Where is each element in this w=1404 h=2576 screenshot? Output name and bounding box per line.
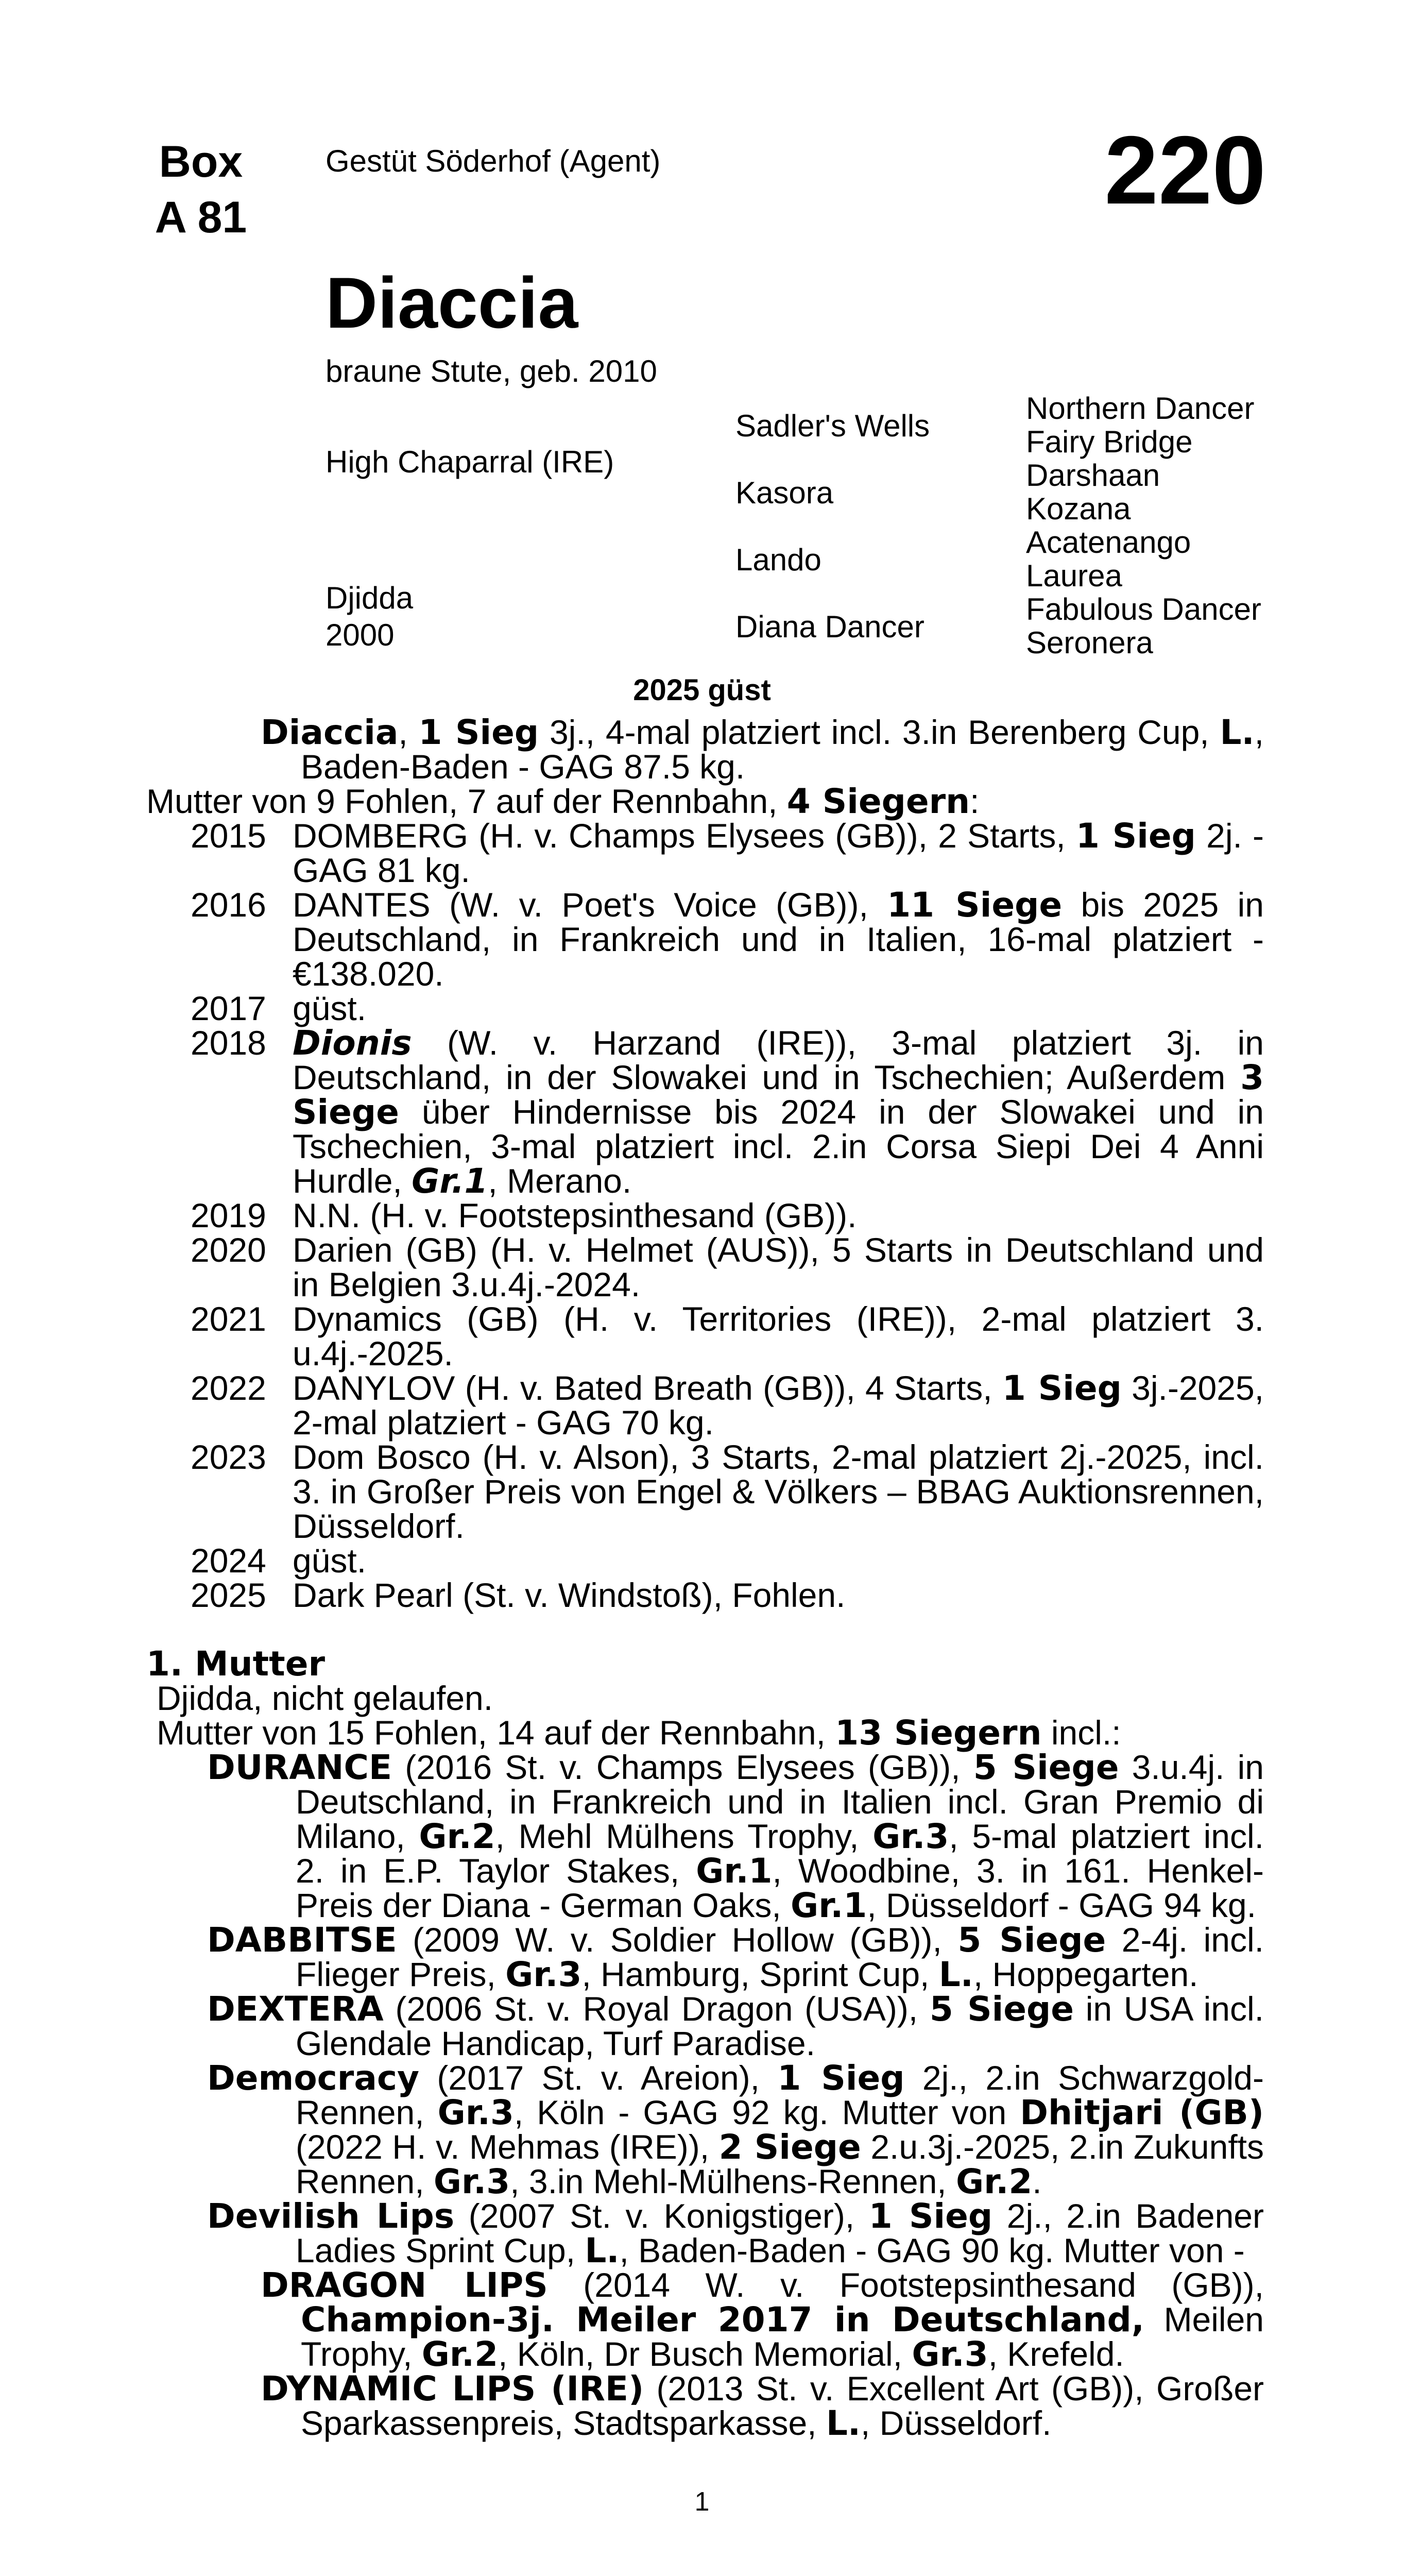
produce-entry: 2017 güst. [146, 991, 1264, 1026]
pedigree-g7: Fabulous Dancer [1026, 592, 1261, 626]
produce-entry: 2023 Dom Bosco (H. v. Alson), 3 Starts, 2-mal platziert 2j.-2025, incl. 3. in Großer Preis von Engel & Völkers – BBAG Auktionsrennen, Düsseldorf. [146, 1440, 1264, 1544]
produce-year: 2021 [191, 1300, 266, 1338]
race-record: Diaccia, 1 Sieg 3j., 4-mal platziert incl. 3.in Berenberg Cup, L., Baden-Baden - GAG 87.5 kg. [261, 713, 1264, 786]
horse-name: Diaccia [326, 262, 578, 343]
produce-year: 2018 [191, 1024, 266, 1062]
pedigree-dam-sire: Lando [735, 543, 821, 577]
produce-entry: 2021 Dynamics (GB) (H. v. Territories (IRE)), 2-mal platziert 3. u.4j.-2025. [146, 1302, 1264, 1371]
status-line: 2025 güst [633, 673, 771, 707]
pedigree-sire: High Chaparral (IRE) [326, 445, 614, 479]
pedigree-g4: Kozana [1026, 492, 1131, 526]
first-dam-produce-intro: Mutter von 15 Fohlen, 14 auf der Rennbahn, 13 Siegern incl.: [157, 1713, 1121, 1753]
pedigree-g2: Fairy Bridge [1026, 425, 1193, 459]
grandchild-entry: DRAGON LIPS (2014 W. v. Footstepsinthesand (GB)), Champion-3j. Meiler 2017 in Deutschland, Meilen Trophy, Gr.2, Köln, Dr Busch Memorial, Gr.3, Krefeld. [261, 2265, 1264, 2374]
record-horse-name: Diaccia [261, 713, 399, 752]
box-title: Box [159, 137, 243, 187]
lot-number: 220 [1104, 116, 1266, 224]
pedigree-g5: Acatenango [1026, 525, 1191, 560]
produce-year: 2015 [191, 817, 266, 855]
produce-year: 2022 [191, 1369, 266, 1407]
page-number: 1 [694, 2487, 710, 2517]
sibling-entry: DURANCE (2016 St. v. Champs Elysees (GB)), 5 Siege 3.u.4j. in Deutschland, in Frankreich und in Italien incl. Gran Premio di Milano, Gr.2, Mehl Mülhens Trophy, Gr.3, 5-mal platziert incl. 2. in E.P. Taylor Stakes, Gr.1, Woodbine, 3. in 161. Henkel-Preis der Diana - German Oaks, Gr.1, Düsseldorf - GAG 94 kg. [207, 1748, 1264, 1925]
pedigree-dam: Djidda [326, 581, 414, 615]
consignor: Gestüt Söderhof (Agent) [326, 144, 661, 178]
produce-entry: 2025 Dark Pearl (St. v. Windstoß), Fohlen. [146, 1578, 1264, 1613]
sibling-entry: DEXTERA (2006 St. v. Royal Dragon (USA)), 5 Siege in USA incl. Glendale Handicap, Turf Paradise. [207, 1989, 1264, 2062]
record-grade: L. [1220, 713, 1255, 752]
produce-year: 2025 [191, 1576, 266, 1614]
produce-entry: 2015 DOMBERG (H. v. Champs Elysees (GB)), 2 Starts, 1 Sieg 2j. - GAG 81 kg. [146, 819, 1264, 888]
produce-entry: 2019 N.N. (H. v. Footstepsinthesand (GB)). [146, 1198, 1264, 1233]
box-label [149, 134, 252, 245]
produce-year: 2017 [191, 989, 266, 1027]
catalogue-text [146, 715, 1264, 2441]
first-dam-line: Djidda, nicht gelaufen. [157, 1679, 493, 1717]
produce-year: 2023 [191, 1438, 266, 1476]
produce-year: 2019 [191, 1196, 266, 1234]
produce-year: 2016 [191, 886, 266, 924]
produce-entry: 2016 DANTES (W. v. Poet's Voice (GB)), 11 Siege bis 2025 in Deutschland, in Frankreich und in Italien, 16-mal platziert - €138.020. [146, 888, 1264, 991]
pedigree-sire-sire: Sadler's Wells [735, 409, 930, 443]
sibling-entry: Democracy (2017 St. v. Areion), 1 Sieg 2j., 2.in Schwarzgold-Rennen, Gr.3, Köln - GAG 92 kg. Mutter von Dhitjari (GB) (2022 H. v. Mehmas (IRE)), 2 Siege 2.u.3j.-2025, 2.in Zukunfts Rennen, Gr.3, 3.in Mehl-Mülhens-Rennen, Gr.2. [207, 2058, 1264, 2201]
produce-year: 2020 [191, 1231, 266, 1269]
box-number: A 81 [155, 193, 247, 242]
pedigree-sire-dam: Kasora [735, 476, 834, 510]
pedigree-g6: Laurea [1026, 558, 1122, 593]
pedigree-g3: Darshaan [1026, 458, 1160, 493]
produce-entry: 2024 güst. [146, 1544, 1264, 1578]
produce-entry: 2022 DANYLOV (H. v. Bated Breath (GB)), 4 Starts, 1 Sieg 3j.-2025, 2-mal platziert - GAG 70 kg. [146, 1371, 1264, 1440]
pedigree-g8: Seronera [1026, 625, 1153, 660]
horse-description: braune Stute, geb. 2010 [326, 354, 657, 388]
sibling-entry: Devilish Lips (2007 St. v. Konigstiger), 1 Sieg 2j., 2.in Badener Ladies Sprint Cup, L., Baden-Baden - GAG 90 kg. Mutter von - [207, 2196, 1264, 2270]
pedigree-dam-year: 2000 [326, 618, 395, 652]
section-heading-first-dam: 1. Mutter [146, 1644, 326, 1684]
pedigree-g1: Northern Dancer [1026, 391, 1255, 426]
produce-year: 2024 [191, 1541, 266, 1580]
produce-entry: 2018 Dionis (W. v. Harzand (IRE)), 3-mal platziert 3j. in Deutschland, in der Slowakei und in Tschechien; Außerdem 3 Siege über Hindernisse bis 2024 in der Slowakei und in Tschechien, 3-mal platziert incl. 2.in Corsa Siepi Dei 4 Anni Hurdle, Gr.1, Merano. [146, 1026, 1264, 1198]
produce-intro: Mutter von 9 Fohlen, 7 auf der Rennbahn, 4 Siegern: [146, 782, 980, 821]
sibling-entry: DABBITSE (2009 W. v. Soldier Hollow (GB)), 5 Siege 2-4j. incl. Flieger Preis, Gr.3, Hamburg, Sprint Cup, L., Hoppegarten. [207, 1920, 1264, 1994]
grandchild-entry: DYNAMIC LIPS (IRE) (2013 St. v. Excellent Art (GB)), Großer Sparkassenpreis, Stadtsparkasse, L., Düsseldorf. [261, 2369, 1264, 2443]
pedigree-dam-dam: Diana Dancer [735, 609, 924, 644]
record-wins: 1 Sieg [418, 713, 539, 752]
produce-entry: 2020 Darien (GB) (H. v. Helmet (AUS)), 5 Starts in Deutschland und in Belgien 3.u.4j.-2024. [146, 1233, 1264, 1302]
